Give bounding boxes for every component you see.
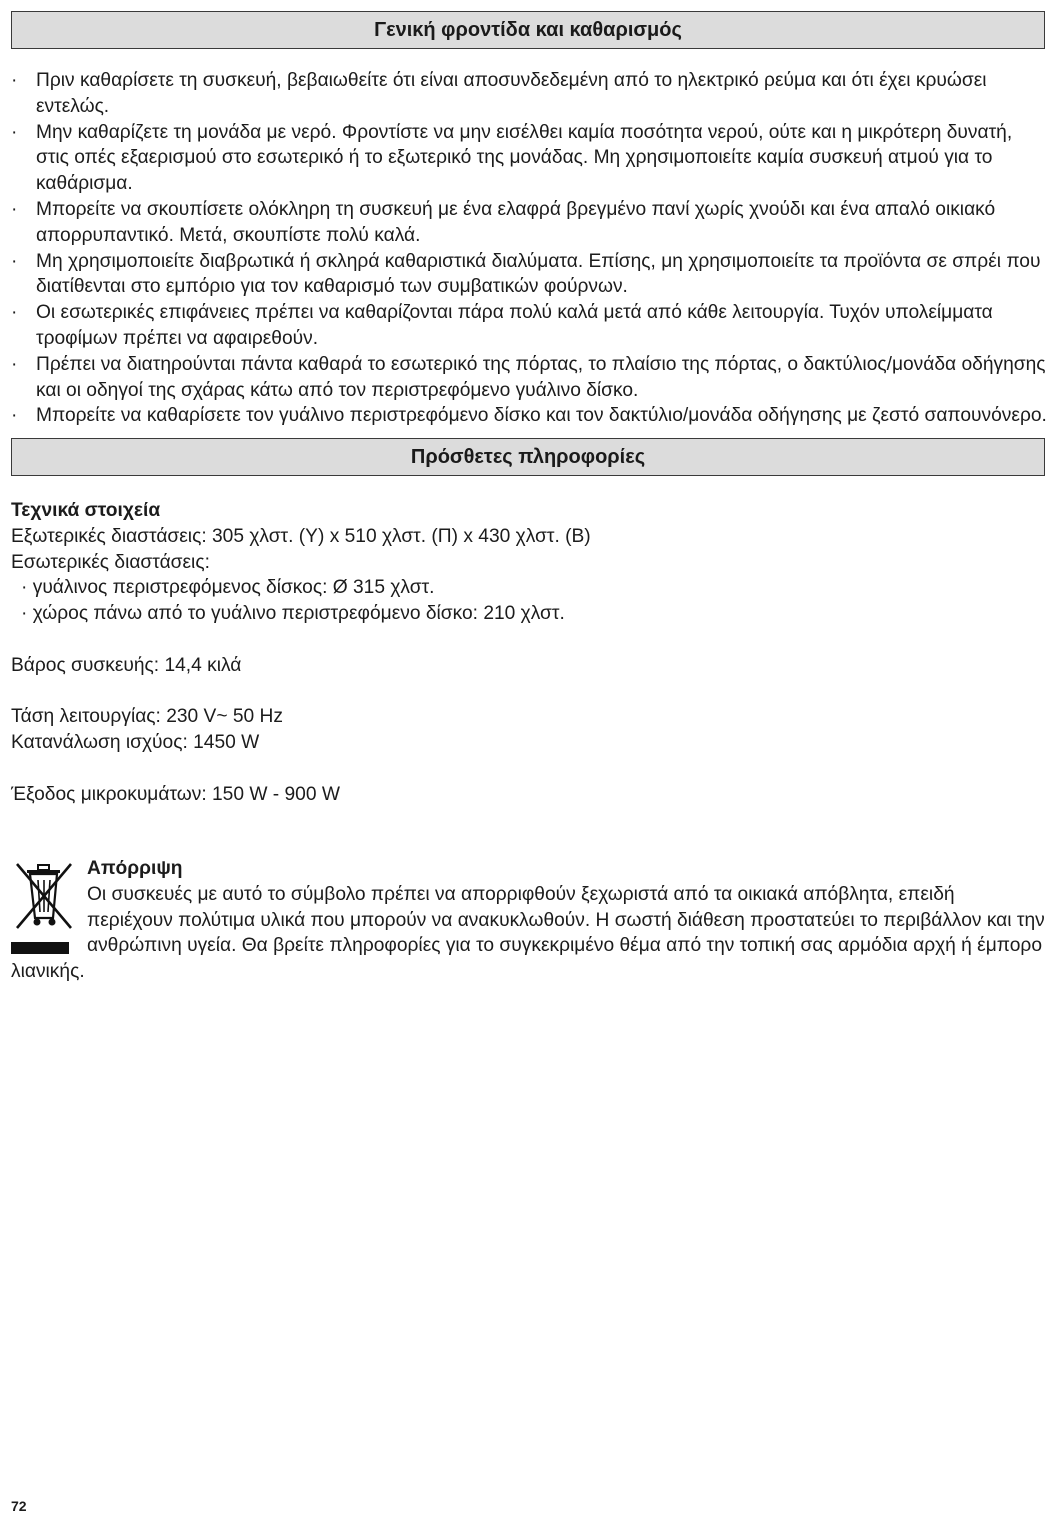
list-item — [11, 403, 1047, 429]
bullet-dot: · — [11, 198, 18, 220]
list-item-text: Πρέπει να διατηρούνται πάντα καθαρά το εσωτερικό της πόρτας, το πλαίσιο της πόρτας, ο δακτύλιος/μονάδα οδήγησης και οι οδηγοί της σχάρας κάτω από τον περιστρεφόμενο γυάλινο δίσκο. — [36, 353, 1046, 401]
weee-crossed-bin-icon — [11, 858, 76, 956]
bullet-dot: · — [11, 70, 18, 91]
bullet-dot: · — [11, 405, 18, 427]
external-dimensions: Εξωτερικές διαστάσεις: 305 χλστ. (Υ) x 510 χλστ. (Π) x 430 χλστ. (Β) — [11, 525, 591, 547]
power-consumption: Κατανάλωση ισχύος: 1450 W — [11, 732, 260, 754]
disposal-title: Απόρριψη — [87, 858, 183, 879]
list-item — [11, 68, 1047, 120]
bullet-dot: · — [11, 250, 18, 272]
cleaning-bullet-list — [11, 68, 1047, 429]
page-number: 72 — [11, 1498, 27, 1514]
list-item — [11, 120, 1047, 197]
list-item — [11, 352, 1047, 404]
technical-data-title: Τεχνικά στοιχεία — [11, 500, 161, 521]
cleaning-section-header: Γενική φροντίδα και καθαρισμός — [11, 11, 1045, 49]
internal-dimensions-label: Εσωτερικές διαστάσεις: — [11, 551, 210, 573]
appliance-weight: Βάρος συσκευής: 14,4 κιλά — [11, 654, 242, 676]
list-item-text: Πριν καθαρίσετε τη συσκευή, βεβαιωθείτε ότι είναι αποσυνδεδεμένη από το ηλεκτρικό ρεύμα και ότι έχει κρυώσει εντελώς. — [36, 70, 987, 117]
list-item — [11, 249, 1047, 301]
disposal-section — [11, 856, 1045, 985]
additional-info-section-header: Πρόσθετες πληροφορίες — [11, 438, 1045, 476]
list-item-text: Οι εσωτερικές επιφάνειες πρέπει να καθαρίζονται πάρα πολύ καλά μετά από κάθε λειτουργία. Τυχόν υπολείμματα τροφίμων πρέπει να αφαιρεθούν. — [36, 302, 993, 349]
microwave-output: Έξοδος μικροκυμάτων: 150 W - 900 W — [11, 783, 340, 805]
bullet-dot: · — [11, 302, 18, 324]
list-item-text: Μπορείτε να καθαρίσετε τον γυάλινο περιστρεφόμενο δίσκο και τον δακτύλιο/μονάδα οδήγησης με ζεστό σαπουνόνερο. — [36, 405, 1047, 427]
bullet-dot: · — [11, 353, 18, 375]
internal-dimension-item: · γυάλινος περιστρεφόμενος δίσκος: Ø 315 χλστ. — [21, 577, 435, 599]
disposal-text: Οι συσκευές με αυτό το σύμβολο πρέπει να απορριφθούν ξεχωριστά από τα οικιακά απόβλητα, επειδή περιέχουν πολύτιμα υλικά που μπορούν να ανακυκλωθούν. Η σωστή διάθεση προστατεύει το περιβάλλον και την ανθρώπινη υγεία. Θα βρείτε πληροφορίες για το συγκεκριμένο θέμα από την τοπική σας αρμόδια αρχή ή έμπορο λιανικής. — [11, 883, 1045, 983]
bullet-dot: · — [11, 121, 18, 143]
list-item-text: Μπορείτε να σκουπίσετε ολόκληρη τη συσκευή με ένα ελαφρά βρεγμένο πανί χωρίς χνούδι και ένα απαλό οικιακό απορρυπαντικό. Μετά, σκουπίστε πολύ καλά. — [36, 198, 996, 246]
list-item — [11, 300, 1047, 352]
operating-voltage: Τάση λειτουργίας: 230 V~ 50 Hz — [11, 706, 284, 728]
technical-data — [11, 498, 1041, 808]
list-item — [11, 197, 1047, 249]
list-item-text: Μην καθαρίζετε τη μονάδα με νερό. Φροντίστε να μην εισέλθει καμία ποσότητα νερού, ούτε και η μικρότερη δυνατή, στις οπές εξαερισμού στο εσωτερικό ή το εξωτερικό της μονάδας. Μη χρησιμοποιείτε καμία συσκευή ατμού για το καθάρισμα. — [36, 121, 1013, 195]
internal-dimension-item: · χώρος πάνω από το γυάλινο περιστρεφόμενο δίσκο: 210 χλστ. — [21, 603, 565, 625]
list-item-text: Μη χρησιμοποιείτε διαβρωτικά ή σκληρά καθαριστικά διαλύματα. Επίσης, μη χρησιμοποιείτε τα προϊόντα σε σπρέι που διατίθενται στο εμπόριο για τον καθαρισμό των συμβατικών φούρνων. — [36, 250, 1041, 298]
